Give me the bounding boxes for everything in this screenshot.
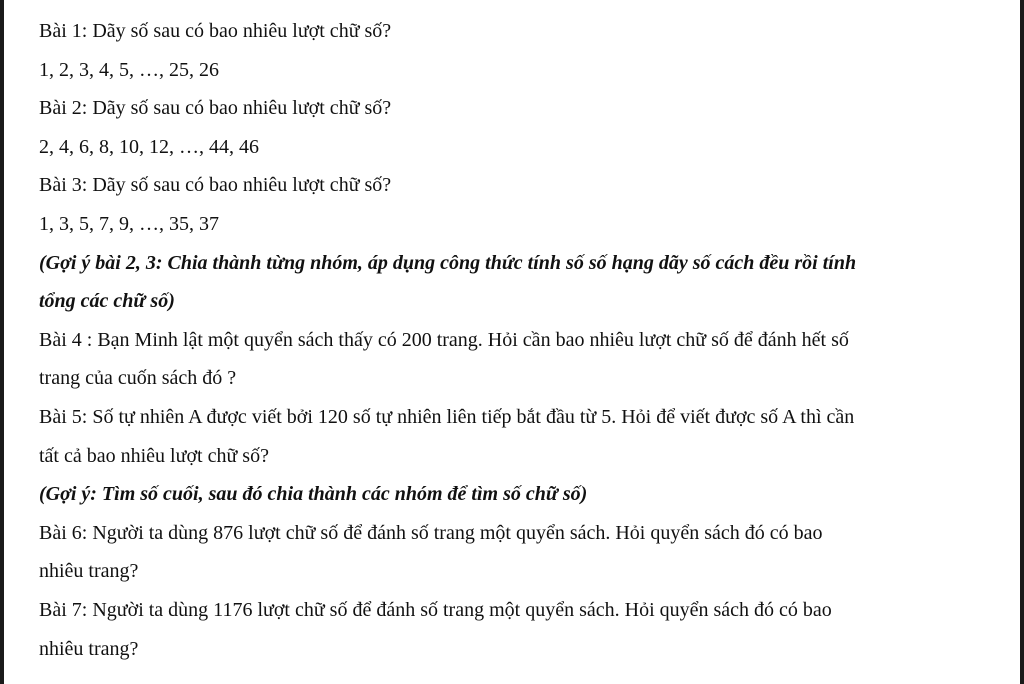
exercise-5-line-1: Bài 5: Số tự nhiên A được viết bởi 120 số tự nhiên liên tiếp bắt đầu từ 5. Hỏi để viết được số A thì cần	[39, 405, 855, 428]
exercise-3-question: Bài 3: Dãy số sau có bao nhiêu lượt chữ số?	[39, 174, 392, 197]
exercise-2-sequence: 2, 4, 6, 8, 10, 12, …, 44, 46	[39, 135, 259, 158]
hint-5: (Gợi ý: Tìm số cuối, sau đó chia thành các nhóm để tìm số chữ số)	[39, 483, 588, 506]
hint-2-3-line-2: tổng các chữ số)	[39, 290, 175, 313]
exercise-6-line-1: Bài 6: Người ta dùng 876 lượt chữ số để đánh số trang một quyển sách. Hỏi quyển sách đó có bao	[39, 521, 823, 544]
left-border	[0, 0, 4, 684]
exercise-2-question: Bài 2: Dãy số sau có bao nhiêu lượt chữ số?	[39, 97, 392, 120]
exercise-4-line-2: trang của cuốn sách đó ?	[39, 367, 237, 390]
exercise-6-line-2: nhiêu trang?	[39, 560, 139, 583]
exercise-5-line-2: tất cả bao nhiêu lượt chữ số?	[39, 444, 269, 467]
exercise-list	[39, 12, 989, 668]
exercise-7-line-2: nhiêu trang?	[39, 637, 139, 660]
exercise-3-sequence: 1, 3, 5, 7, 9, …, 35, 37	[39, 212, 219, 235]
hint-2-3-line-1: (Gợi ý bài 2, 3: Chia thành từng nhóm, áp dụng công thức tính số số hạng dãy số cách đều rồi tính	[39, 251, 857, 274]
exercise-4-line-1: Bài 4 : Bạn Minh lật một quyển sách thấy có 200 trang. Hỏi cần bao nhiêu lượt chữ số để đánh hết số	[39, 328, 849, 351]
right-border	[1020, 0, 1024, 684]
exercise-1-question: Bài 1: Dãy số sau có bao nhiêu lượt chữ số?	[39, 20, 392, 42]
exercise-1-sequence: 1, 2, 3, 4, 5, …, 25, 26	[39, 58, 219, 81]
exercise-7-line-1: Bài 7: Người ta dùng 1176 lượt chữ số để đánh số trang một quyển sách. Hỏi quyển sách đó có bao	[39, 598, 832, 621]
